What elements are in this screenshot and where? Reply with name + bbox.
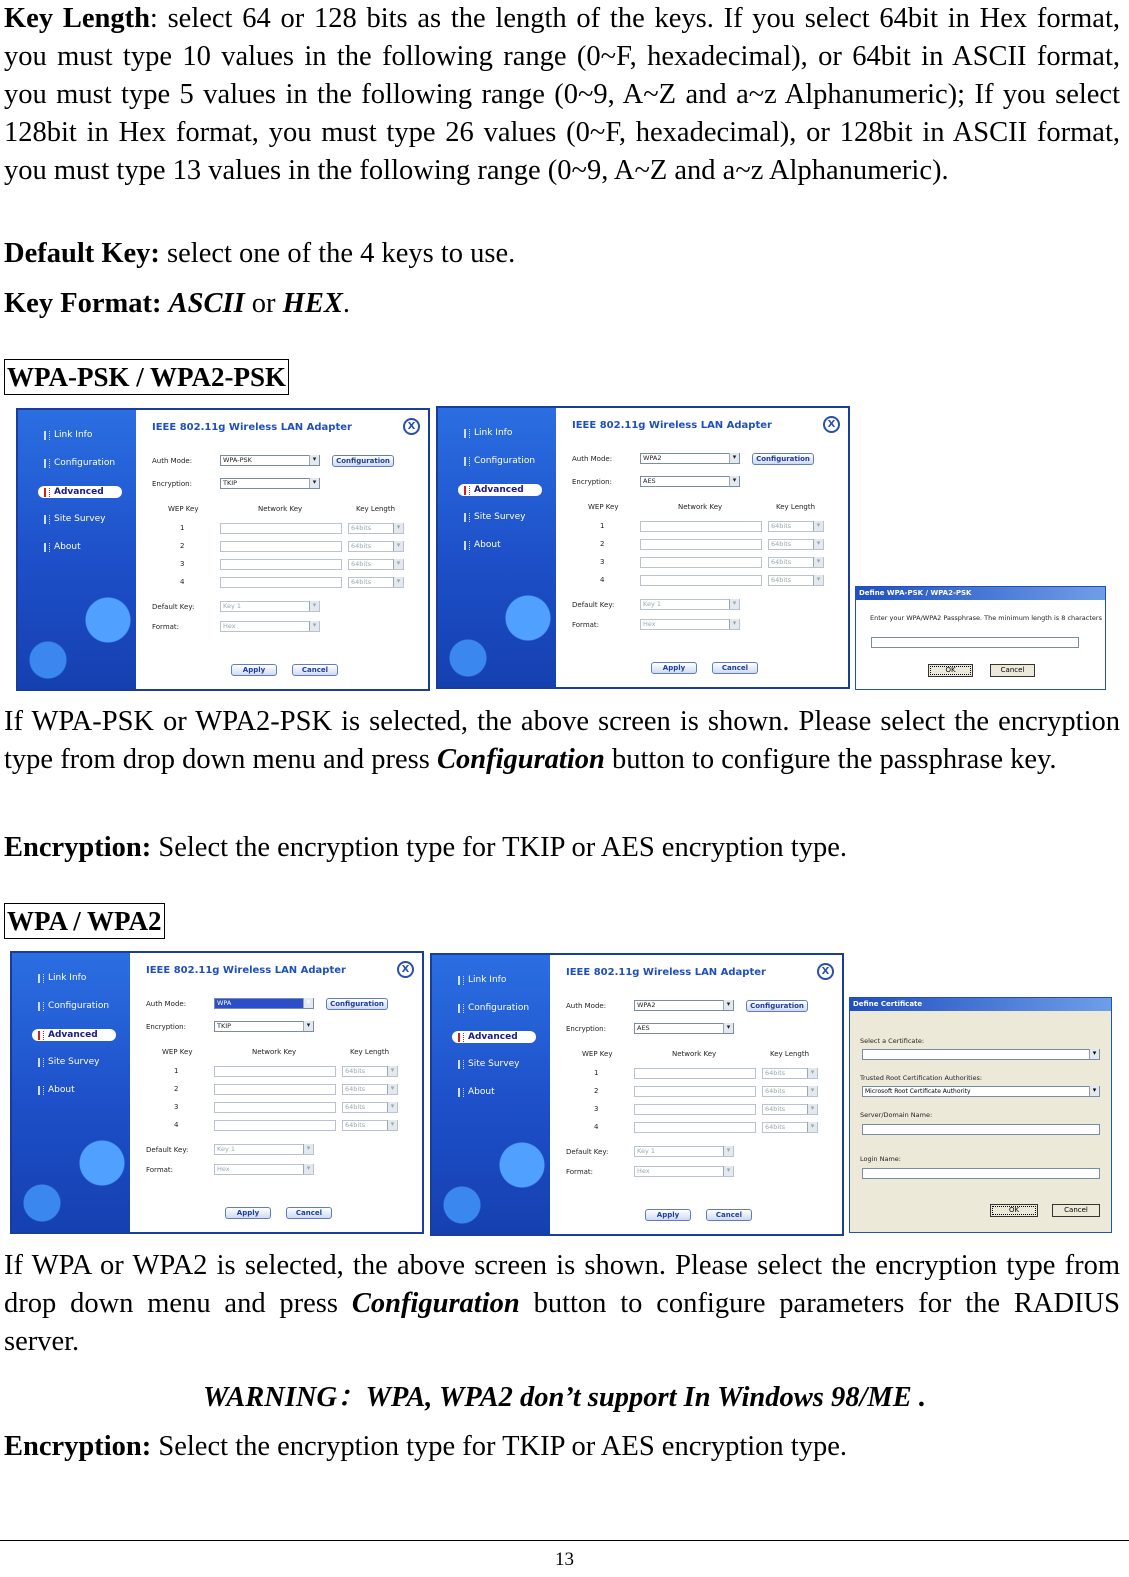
encryption-select[interactable]: AES ▾ (634, 1023, 734, 1034)
sidebar-item-link-info[interactable] (458, 975, 506, 985)
network-key-input[interactable] (634, 1122, 756, 1133)
network-key-input[interactable] (640, 521, 762, 532)
network-key-input[interactable] (214, 1102, 336, 1113)
encryption-paragraph-2 (4, 1428, 1120, 1466)
sidebar-item-label: Advanced (468, 1032, 518, 1042)
nav-bullet-icon (38, 1002, 44, 1011)
key-length-select[interactable]: 64bits ▾ (342, 1084, 398, 1095)
sidebar-item-label: About (54, 542, 81, 552)
default-key-select[interactable]: Key 1 ▾ (640, 599, 740, 610)
encryption-label: Encryption: (146, 1023, 186, 1031)
sidebar-item-about[interactable] (44, 542, 81, 552)
sidebar-item-label: Configuration (54, 458, 116, 468)
close-icon[interactable]: X (397, 961, 414, 978)
section-heading-wpa-psk: WPA-PSK / WPA2-PSK (4, 359, 289, 395)
encryption-paragraph-1 (4, 829, 1120, 867)
key-length-select[interactable]: 64bits ▾ (768, 539, 824, 550)
nav-bullet-icon (44, 515, 50, 524)
format-label: Format: (152, 623, 180, 631)
nav-bullet-icon (44, 431, 50, 440)
configuration-button[interactable]: Configuration (332, 455, 394, 467)
passphrase-prompt: Enter your WPA/WPA2 Passphrase. The minimum length is 8 characters (870, 614, 1102, 622)
nav-bullet-icon (458, 976, 464, 985)
wep-key-number: 3 (594, 1105, 599, 1113)
sidebar-item-about[interactable] (464, 540, 501, 550)
format-select[interactable]: Hex ▾ (220, 621, 320, 632)
key-length-select[interactable]: 64bits ▾ (342, 1102, 398, 1113)
login-name-label: Login Name: (860, 1155, 901, 1163)
default-key-label: Default Key: (566, 1148, 609, 1156)
sidebar-item-link-info[interactable] (38, 973, 86, 983)
close-icon[interactable]: X (817, 963, 834, 980)
sidebar-item-site-survey[interactable] (44, 514, 105, 524)
nav-bullet-icon (38, 1086, 44, 1095)
wep-key-number: 3 (600, 558, 605, 566)
cancel-button[interactable]: Cancel (292, 664, 338, 676)
sidebar-item-advanced[interactable] (38, 486, 122, 498)
certificate-dialog (849, 997, 1112, 1233)
apply-button[interactable]: Apply (231, 664, 277, 676)
default-key-label: Default Key: (146, 1146, 189, 1154)
passphrase-input[interactable] (871, 637, 1079, 648)
select-certificate-label: Select a Certificate: (860, 1037, 925, 1045)
page-number: 13 (555, 1549, 574, 1570)
section-heading-wpa: WPA / WPA2 (4, 903, 165, 939)
sidebar (438, 408, 556, 687)
adapter-dialog-wpa2-psk (436, 406, 850, 689)
sidebar (12, 953, 130, 1232)
sidebar-item-label: Configuration (48, 1001, 110, 1011)
sidebar-item-label: Site Survey (48, 1057, 100, 1067)
configuration-button[interactable]: Configuration (752, 453, 814, 465)
network-key-input[interactable] (220, 541, 342, 552)
encryption-label: Encryption: (152, 480, 192, 488)
key-length-select[interactable]: 64bits ▾ (762, 1086, 818, 1097)
auth-mode-select[interactable]: WPA2 ▾ (640, 453, 740, 464)
wep-key-column-header: WEP Key (162, 1048, 193, 1056)
default-key-text: select one of the 4 keys to use. (159, 238, 516, 269)
key-length-select[interactable]: 64bits ▾ (762, 1104, 818, 1115)
sidebar-item-link-info[interactable] (464, 428, 512, 438)
key-length-column-header: Key Length (770, 1050, 810, 1058)
network-key-input[interactable] (214, 1120, 336, 1131)
default-key-select[interactable]: Key 1 ▾ (220, 601, 320, 612)
network-key-input[interactable] (634, 1086, 756, 1097)
sidebar-item-label: Site Survey (54, 514, 106, 524)
key-format-end: . (342, 288, 350, 319)
cancel-button[interactable]: Cancel (712, 662, 758, 674)
sidebar-item-label: Link Info (468, 975, 507, 985)
cancel-button[interactable]: Cancel (286, 1207, 332, 1219)
server-domain-input[interactable] (862, 1124, 1100, 1135)
network-key-input[interactable] (220, 559, 342, 570)
key-length-select[interactable]: 64bits ▾ (342, 1066, 398, 1077)
encryption-label: Encryption: (572, 478, 612, 486)
key-length-column-header: Key Length (776, 503, 816, 511)
wpa-psk-description (4, 703, 1120, 779)
encryption-select[interactable]: AES ▾ (640, 476, 740, 487)
encryption-label: Encryption: (566, 1025, 606, 1033)
wep-key-number: 2 (174, 1085, 179, 1093)
key-length-column-header: Key Length (350, 1048, 390, 1056)
wep-key-number: 4 (600, 576, 605, 584)
network-key-column-header: Network Key (678, 503, 723, 511)
apply-button[interactable]: Apply (225, 1207, 271, 1219)
network-key-input[interactable] (634, 1068, 756, 1079)
network-key-input[interactable] (214, 1084, 336, 1095)
nav-bullet-icon (44, 459, 50, 468)
key-length-select[interactable]: 64bits ▾ (768, 575, 824, 586)
sidebar-item-about[interactable] (38, 1085, 75, 1095)
passphrase-ok-button[interactable]: OK (928, 664, 973, 677)
wep-key-number: 2 (594, 1087, 599, 1095)
sidebar-item-label: About (468, 1087, 495, 1097)
configuration-button[interactable]: Configuration (746, 1000, 808, 1012)
nav-bullet-icon (458, 1033, 464, 1042)
key-length-select[interactable]: 64bits ▾ (768, 557, 824, 568)
default-key-label: Default Key: (572, 601, 615, 609)
sidebar-item-label: About (48, 1085, 75, 1095)
wep-key-number: 4 (174, 1121, 179, 1129)
certificate-cancel-button[interactable]: Cancel (1052, 1204, 1100, 1217)
nav-bullet-icon (458, 1060, 464, 1069)
certificate-dialog-title: Define Certificate (850, 998, 1111, 1011)
format-select[interactable]: Hex ▾ (214, 1164, 314, 1175)
login-name-input[interactable] (862, 1168, 1100, 1179)
nav-bullet-icon (38, 1058, 44, 1067)
nav-bullet-icon (464, 429, 470, 438)
format-select[interactable]: Hex ▾ (640, 619, 740, 630)
nav-bullet-icon (458, 1088, 464, 1097)
network-key-input[interactable] (640, 557, 762, 568)
key-length-select[interactable]: 64bits ▾ (348, 577, 404, 588)
trusted-root-label: Trusted Root Certification Authorities: (860, 1074, 983, 1082)
adapter-dialog-wpa2 (430, 953, 844, 1236)
auth-mode-label: Auth Mode: (566, 1002, 607, 1010)
nav-bullet-icon (464, 513, 470, 522)
dialog-title: IEEE 802.11g Wireless LAN Adapter (572, 420, 772, 431)
passphrase-dialog-title: Define WPA-PSK / WPA2-PSK (856, 587, 1105, 600)
key-format-term: Key Format: (4, 288, 162, 319)
wpa-psk-desc-after: button to configure the passphrase key. (604, 744, 1057, 775)
network-key-input[interactable] (634, 1104, 756, 1115)
adapter-dialog-wpa (10, 951, 424, 1234)
default-key-term: Default Key: (4, 238, 160, 269)
sidebar-item-site-survey[interactable] (458, 1059, 519, 1069)
auth-mode-label: Auth Mode: (146, 1000, 187, 1008)
format-label: Format: (566, 1168, 594, 1176)
encryption-term-1: Encryption: (4, 832, 152, 863)
warning-note: WARNING：WPA, WPA2 don’t support In Windows 98/ME . (203, 1382, 926, 1413)
sidebar-item-label: Link Info (48, 973, 87, 983)
nav-bullet-icon (464, 541, 470, 550)
key-length-select[interactable]: 64bits ▾ (348, 541, 404, 552)
sidebar-item-site-survey[interactable] (38, 1057, 99, 1067)
wep-key-number: 1 (594, 1069, 599, 1077)
encryption-text-1: Select the encryption type for TKIP or AES encryption type. (151, 832, 847, 863)
wpa-desc-after: button to configure parameters for the RADIUS server. (4, 1288, 1120, 1357)
sidebar-item-advanced[interactable] (452, 1031, 536, 1043)
sidebar-item-advanced[interactable] (458, 484, 542, 496)
certificate-ok-button[interactable]: OK (990, 1204, 1038, 1217)
network-key-column-header: Network Key (672, 1050, 717, 1058)
encryption-select[interactable]: TKIP ▾ (214, 1021, 314, 1032)
sidebar-item-label: Link Info (54, 430, 93, 440)
key-length-select[interactable]: 64bits ▾ (768, 521, 824, 532)
key-format-or: or (244, 288, 283, 319)
key-length-select[interactable]: 64bits ▾ (762, 1068, 818, 1079)
network-key-column-header: Network Key (258, 505, 303, 513)
key-length-paragraph (4, 0, 1120, 190)
key-length-select[interactable]: 64bits ▾ (348, 523, 404, 534)
sidebar-item-label: Configuration (468, 1003, 530, 1013)
footer-rule (0, 1540, 1129, 1541)
nav-bullet-icon (458, 1004, 464, 1013)
default-key-select[interactable]: Key 1 ▾ (634, 1146, 734, 1157)
default-key-paragraph (4, 235, 1120, 273)
encryption-select[interactable]: TKIP ▾ (220, 478, 320, 489)
sidebar (18, 410, 136, 689)
wep-key-number: 2 (180, 542, 185, 550)
auth-mode-label: Auth Mode: (152, 457, 193, 465)
network-key-input[interactable] (220, 523, 342, 534)
sidebar-item-label: Configuration (474, 456, 536, 466)
sidebar-item-label: Site Survey (468, 1059, 520, 1069)
sidebar-item-label: Site Survey (474, 512, 526, 522)
auth-mode-select[interactable]: WPA2 ▾ (634, 1000, 734, 1011)
cancel-button[interactable]: Cancel (706, 1209, 752, 1221)
key-format-ascii: ASCII (168, 288, 245, 319)
apply-button[interactable]: Apply (645, 1209, 691, 1221)
server-domain-label: Server/Domain Name: (860, 1111, 933, 1119)
nav-bullet-icon (44, 543, 50, 552)
wpa-desc-before: If WPA or WPA2 is selected, the above screen is shown. Please select the encryption type from drop down menu and press (4, 1250, 1120, 1319)
wep-key-number: 2 (600, 540, 605, 548)
format-label: Format: (146, 1166, 174, 1174)
format-select[interactable]: Hex ▾ (634, 1166, 734, 1177)
wep-key-number: 1 (600, 522, 605, 530)
nav-bullet-icon (464, 486, 470, 495)
auth-mode-label: Auth Mode: (572, 455, 613, 463)
network-key-input[interactable] (640, 539, 762, 550)
sidebar-item-label: Link Info (474, 428, 513, 438)
key-length-column-header: Key Length (356, 505, 396, 513)
sidebar (432, 955, 550, 1234)
network-key-input[interactable] (214, 1066, 336, 1077)
key-length-text: : select 64 or 128 bits as the length of the keys. If you select 64bit in Hex format, you must type 10 values in the following range (0~F, hexadecimal), or 64bit in ASCII format, you must type 5 values in the following range (0~9, A~Z and a~z Alphanumeric); If you select 128bit in Hex format, you must type 26 values (0~F, hexadecimal), or 128bit in ASCII format, you must type 13 values in the following range (0~9, A~Z and a~z Alphanumeric). (4, 3, 1120, 186)
dialog-title: IEEE 802.11g Wireless LAN Adapter (146, 965, 346, 976)
sidebar-item-label: Advanced (48, 1030, 98, 1040)
apply-button[interactable]: Apply (651, 662, 697, 674)
wpa-psk-desc-emph: Configuration (436, 744, 605, 775)
dialog-title: IEEE 802.11g Wireless LAN Adapter (152, 422, 352, 433)
auth-mode-select[interactable]: WPA-PSK ▾ (220, 455, 320, 466)
wep-key-number: 3 (180, 560, 185, 568)
wep-key-number: 4 (594, 1123, 599, 1131)
sidebar-item-configuration[interactable] (44, 458, 115, 468)
format-label: Format: (572, 621, 600, 629)
key-length-select[interactable]: 64bits ▾ (762, 1122, 818, 1133)
default-key-select[interactable]: Key 1 ▾ (214, 1144, 314, 1155)
wep-key-column-header: WEP Key (168, 505, 199, 513)
sidebar-item-configuration[interactable] (38, 1001, 109, 1011)
network-key-column-header: Network Key (252, 1048, 297, 1056)
wep-key-number: 1 (180, 524, 185, 532)
sidebar-item-site-survey[interactable] (464, 512, 525, 522)
sidebar-item-advanced[interactable] (32, 1029, 116, 1041)
close-icon[interactable]: X (403, 418, 420, 435)
sidebar-item-configuration[interactable] (464, 456, 535, 466)
sidebar-item-configuration[interactable] (458, 1003, 529, 1013)
select-certificate-dropdown[interactable] (862, 1049, 1100, 1060)
trusted-root-dropdown[interactable]: Microsoft Root Certificate Authority ▾ (862, 1086, 1100, 1097)
wpa-desc-emph: Configuration (351, 1288, 520, 1319)
network-key-input[interactable] (640, 575, 762, 586)
wep-key-number: 1 (174, 1067, 179, 1075)
adapter-dialog-wpa-psk (16, 408, 430, 691)
sidebar-item-label: Advanced (54, 487, 104, 497)
passphrase-dialog (855, 586, 1106, 690)
key-length-select[interactable]: 64bits ▾ (342, 1120, 398, 1131)
wep-key-number: 3 (174, 1103, 179, 1111)
sidebar-item-about[interactable] (458, 1087, 495, 1097)
key-format-paragraph (4, 285, 1120, 323)
wpa-psk-desc-before: If WPA-PSK or WPA2-PSK is selected, the above screen is shown. Please select the encryption type from drop down menu and press (4, 706, 1120, 775)
passphrase-cancel-button[interactable]: Cancel (990, 664, 1035, 677)
certificate-dialog-body (850, 1011, 1111, 1232)
wep-key-column-header: WEP Key (582, 1050, 613, 1058)
nav-bullet-icon (464, 457, 470, 466)
encryption-term-2: Encryption: (4, 1431, 152, 1462)
wep-key-number: 4 (180, 578, 185, 586)
sidebar-item-label: Advanced (474, 485, 524, 495)
sidebar-item-link-info[interactable] (44, 430, 92, 440)
encryption-text-2: Select the encryption type for TKIP or AES encryption type. (151, 1431, 847, 1462)
wep-key-column-header: WEP Key (588, 503, 619, 511)
key-format-hex: HEX (282, 288, 343, 319)
default-key-label: Default Key: (152, 603, 195, 611)
nav-bullet-icon (38, 974, 44, 983)
auth-mode-select[interactable]: WPA ▾ (214, 998, 314, 1009)
key-length-select[interactable]: 64bits ▾ (348, 559, 404, 570)
configuration-button[interactable]: Configuration (326, 998, 388, 1010)
dialog-title: IEEE 802.11g Wireless LAN Adapter (566, 967, 766, 978)
sidebar-item-label: About (474, 540, 501, 550)
nav-bullet-icon (38, 1031, 44, 1040)
wpa-description (4, 1247, 1120, 1361)
nav-bullet-icon (44, 488, 50, 497)
network-key-input[interactable] (220, 577, 342, 588)
key-length-term: Key Length (4, 3, 150, 34)
close-icon[interactable]: X (823, 416, 840, 433)
